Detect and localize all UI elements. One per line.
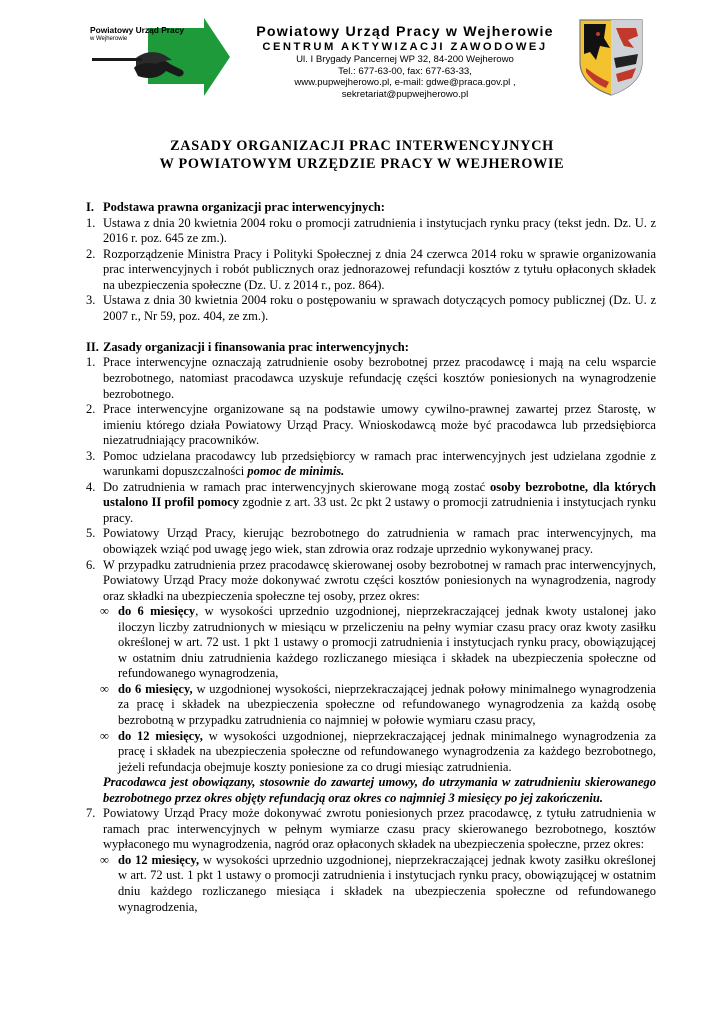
bullet-bold: do 12 miesięcy, bbox=[118, 852, 200, 867]
bullet-text bbox=[118, 853, 656, 915]
section-number: I. bbox=[86, 200, 94, 214]
item-number: 1. bbox=[86, 215, 96, 230]
bullet-rest: w wysokości uzgodnionej, nieprzekraczającej jednak minimalnego wynagrodzenia za pracę i składek na ubezpieczenia społeczne od refundowanego wynagrodzenia za każdego bezrobotnego, jeżeli refundacja obejmuje koszty poniesione za co drugi miesiąc zatrudnienia. bbox=[118, 728, 656, 774]
office-subtitle: CENTRUM AKTYWIZACJI ZAWODOWEJ bbox=[262, 41, 548, 53]
bullet-rest: w uzgodnionej wysokości, nieprzekraczającej jednak połowy minimalnego wynagrodzenia za pracę i składek na ubezpieczenia społeczne od refundowanego wynagrodzenia za każdą osobę bezrobotną w przypadku zatrudnienia co najmniej w połowie wymiaru czasu pracy, bbox=[118, 681, 656, 727]
office-header bbox=[240, 24, 570, 100]
item-text: W przypadku zatrudnienia przez pracodawcę skierowanej osoby bezrobotnej w ramach prac interwencyjnych, Powiatowy Urząd Pracy może dokonywać zwrotu części kosztów poniesionych na wynagrodzenia, nagrody oraz składki na ubezpieczenia społeczne tej osoby, przez okres: bbox=[103, 557, 656, 603]
office-phone: Tel.: 677-63-00, fax: 677-63-33, bbox=[338, 65, 472, 77]
document-title-line1: ZASADY ORGANIZACJI PRAC INTERWENCYJNYCH bbox=[170, 138, 554, 154]
document-title-line2: W POWIATOWYM URZĘDZIE PRACY W WEJHEROWIE bbox=[159, 156, 565, 172]
bullet-item bbox=[100, 604, 656, 682]
section-title: Zasady organizacji i finansowania prac interwencyjnych: bbox=[103, 339, 409, 354]
item-text-part: Pomoc udzielana pracodawcy lub przedsiębiorcy w ramach prac interwencyjnych jest udzielana zgodnie z warunkami dopuszczalności bbox=[103, 448, 656, 479]
bullet-text bbox=[118, 729, 656, 776]
office-name: Powiatowy Urząd Pracy w Wejherowie bbox=[256, 24, 554, 40]
list-item bbox=[86, 247, 656, 294]
de-minimis-emphasis: pomoc de minimis. bbox=[247, 464, 345, 479]
item-number: 1. bbox=[86, 355, 96, 370]
coat-of-arms bbox=[576, 18, 646, 96]
logo-text-line2: w Wejherowie bbox=[90, 36, 128, 42]
pup-logo bbox=[86, 18, 230, 96]
list-item bbox=[86, 216, 656, 247]
item-bold-part: osoby bezrobotne, dla których ustalono II profil pomocy bbox=[103, 479, 657, 510]
item-number: 3. bbox=[86, 293, 96, 308]
bullet-item bbox=[100, 729, 656, 776]
section-2-heading bbox=[86, 340, 656, 356]
item-number: 6. bbox=[86, 557, 96, 572]
infinity-bullet-icon: ∞ bbox=[100, 852, 109, 867]
bullet-bold: do 6 miesięcy bbox=[118, 604, 196, 619]
bullet-text bbox=[118, 604, 656, 682]
item-number: 4. bbox=[86, 479, 96, 494]
list-item bbox=[86, 402, 656, 449]
section-title: Podstawa prawna organizacji prac interwencyjnych: bbox=[103, 200, 385, 214]
bullet-text bbox=[118, 682, 656, 729]
section-1-heading bbox=[86, 200, 656, 216]
bullet-item bbox=[100, 853, 656, 915]
item-text bbox=[103, 480, 656, 527]
bullet-rest: w wysokości uprzednio uzgodnionej, nieprzekraczającej jednak kwoty zasiłku określonej w art. 72 ust. 1 pkt 1 ustawy o promocji zatrudnienia i instytucjach rynku pracy, obowiązującej w ostatnim dniu każdego rozliczanego miesiąca i składek na ubezpieczenia społeczne od refundowanego wynagrodzenia, bbox=[118, 852, 656, 914]
document-body bbox=[86, 200, 656, 915]
item-text: Powiatowy Urząd Pracy, kierując bezrobotnego do zatrudnienia w ramach prac interwencyjnych, ma obowiązek wziąć pod uwagę jego wiek, stan zdrowia oraz rodzaje uprzednio wykonywanej pracy. bbox=[103, 526, 656, 556]
office-web-email: www.pupwejherowo.pl, e-mail: gdwe@praca.gov.pl , bbox=[294, 77, 516, 89]
infinity-bullet-icon: ∞ bbox=[100, 728, 109, 743]
list-item bbox=[86, 480, 656, 527]
list-item bbox=[86, 293, 656, 324]
office-address: Ul. I Brygady Pancernej WP 32, 84-200 Wejherowo bbox=[296, 54, 514, 65]
bullet-bold: do 6 miesięcy, bbox=[118, 681, 193, 696]
bullet-bold: do 12 miesięcy, bbox=[118, 728, 203, 743]
infinity-bullet-icon: ∞ bbox=[100, 681, 109, 696]
item-text bbox=[103, 449, 656, 480]
logo-text-line1: Powiatowy Urząd Pracy bbox=[90, 25, 185, 35]
bullet-rest: , w wysokości uprzednio uzgodnionej, nieprzekraczającej jednak kwoty ustalonej jako iloczyn liczby zatrudnionych w miesiącu w przeliczeniu na pełny wymiar czasu pracy oraz kwoty zasiłku określonej w art. 72 ust. 1 pkt 1 ustawy o promocji zatrudnienia i instytucjach rynku pracy, obowiązującej w ostatnim dniu zatrudnienia każdego rozliczanego miesiąca i składek na ubezpieczenia społeczne od refundowanego wynagrodzenia, bbox=[118, 604, 656, 681]
item-number: 2. bbox=[86, 402, 96, 417]
item-text: Prace interwencyjne organizowane są na podstawie umowy cywilno-prawnej zawartej przez Starostę, w imieniu którego działa Powiatowy Urząd Pracy. Wnioskodawcą może być pracodawca lub przedsiębiorca niezatrudniający pracowników. bbox=[103, 402, 656, 448]
item-text-part: zgodnie z art. 33 ust. 2c pkt 2 ustawy o promocji zatrudnienia i instytucjach rynku pracy. bbox=[103, 495, 656, 525]
item-number: 7. bbox=[86, 806, 96, 821]
employer-obligation-note: Pracodawca jest obowiązany, stosownie do zawartej umowy, do utrzymania w zatrudnieniu skierowanego bezrobotnego przez okres objęty refundacją oraz okres co najmniej 3 miesięcy po jej zakończeniu. bbox=[103, 775, 656, 805]
item-text-part: Do zatrudnienia w ramach prac interwencyjnych skierowane mogą zostać bbox=[103, 479, 491, 494]
item-number: 5. bbox=[86, 526, 96, 541]
infinity-bullet-icon: ∞ bbox=[100, 604, 109, 619]
list-item bbox=[86, 806, 656, 853]
item-number: 3. bbox=[86, 448, 96, 463]
item-text: Powiatowy Urząd Pracy może dokonywać zwrotu poniesionych przez pracodawcę, z tytułu zatrudnienia w ramach prac interwencyjnych w pełnym wymiarze czasu pracy skierowanego bezrobotnego, kosztów wypłaconego mu wynagrodzenia, nagród oraz opłaconych składek na ubezpieczenia społeczne, przez okres: bbox=[103, 806, 656, 852]
section-number: II. bbox=[86, 339, 99, 354]
list-item bbox=[86, 449, 656, 480]
list-item bbox=[86, 355, 656, 402]
office-secretariat-email: sekretariat@pupwejherowo.pl bbox=[341, 88, 469, 100]
list-item bbox=[86, 526, 656, 557]
list-item bbox=[86, 558, 656, 605]
bullet-item bbox=[100, 682, 656, 729]
item-text: Ustawa z dnia 30 kwietnia 2004 roku o postępowaniu w sprawach dotyczących pomocy publicznej (Dz. U. z 2007 r., Nr 59, poz. 404, ze zm.). bbox=[103, 293, 656, 323]
item-text: Rozporządzenie Ministra Pracy i Polityki Społecznej z dnia 24 czerwca 2014 roku w sprawie organizowania prac interwencyjnych i robót publicznych oraz jednorazowej refundacji kosztów z tytułu opłaconych składek na ubezpieczenia społeczne (Dz. U. z 2014 r., poz. 864). bbox=[103, 246, 656, 292]
item-text: Prace interwencyjne oznaczają zatrudnienie osoby bezrobotnej przez pracodawcę i mają na celu wsparcie bezrobotnego, natomiast pracodawca uzyskuje refundację części kosztów poniesionych na wynagrodzenie bezrobotnego. bbox=[103, 355, 656, 401]
item-text: Ustawa z dnia 20 kwietnia 2004 roku o promocji zatrudnienia i instytucjach rynku pracy (tekst jedn. Dz. U. z 2016 r. poz. 645 ze zm.). bbox=[103, 215, 656, 246]
item-number: 2. bbox=[86, 246, 96, 261]
